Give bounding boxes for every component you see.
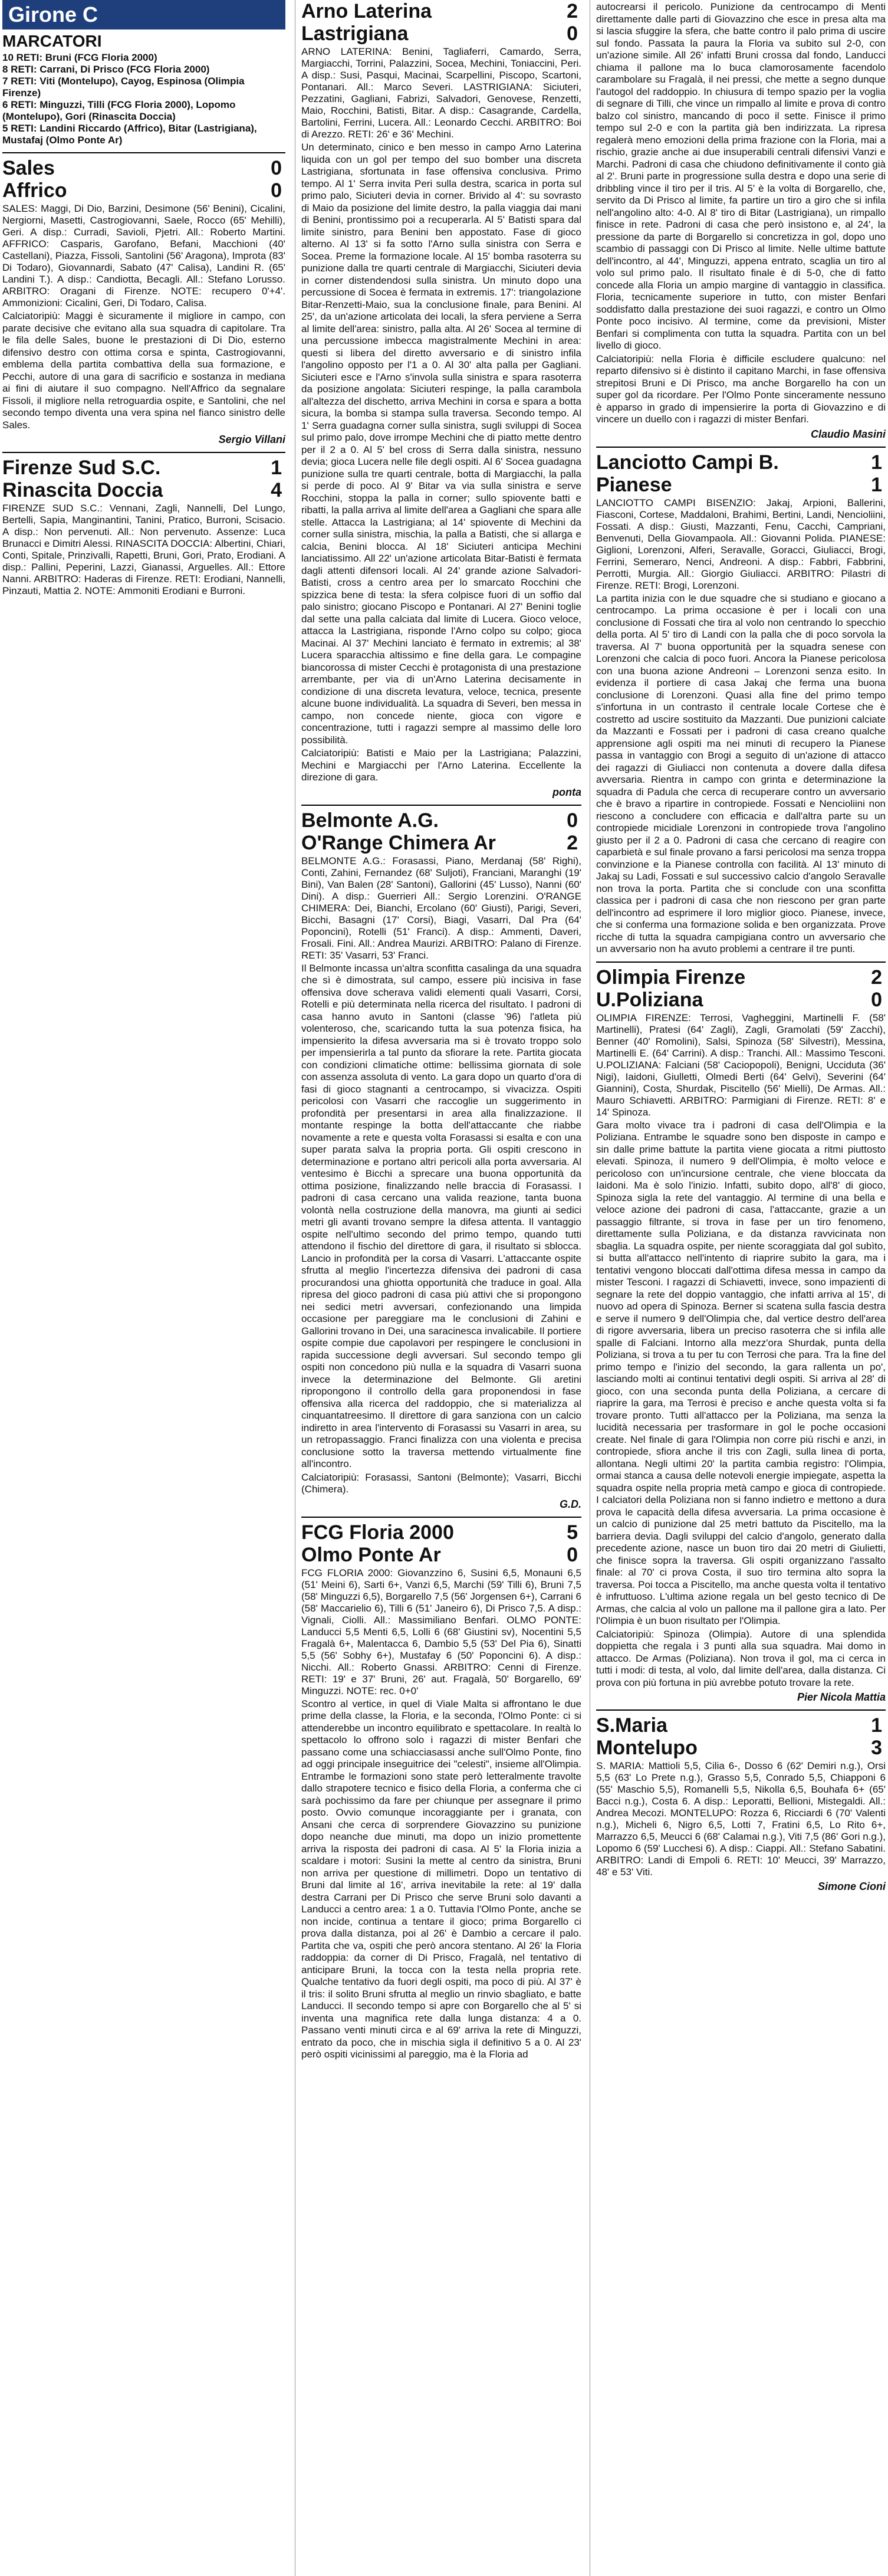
- group-banner: Girone C: [2, 0, 285, 29]
- home-score: 1: [871, 1714, 882, 1737]
- lineups: ARNO LATERINA: Benini, Tagliaferri, Camardo, Serra, Margiacchi, Torrini, Palazzini, Socea, Mechini, Toniaccini, Peri. A disp.: Susi, Pasqui, Macinai, Scarpellini, Piscopo, Scartoni, Pontanari. All.: Marco Severi. LASTRIGIANA: Siciuteri, Pezzatini, Gagliani, Fabrizi, Salvadori, Genovese, Renzetti, Maio, Rocchini, Batisti, Bitar. A disp.: Casagrande, Cardella, Bartolini, Ferrini, Lucera. All.: Leonardo Cecchi. ARBITRO: Boi di Arezzo. RETI: 26' e 36' Mechini.: [301, 46, 581, 140]
- byline: G.D.: [559, 1498, 581, 1510]
- match-arno-lastrigiana: [301, 0, 581, 799]
- away-team: Lastrigiana: [301, 22, 409, 45]
- away-team: Pianese: [596, 473, 672, 496]
- away-score: 4: [271, 479, 282, 501]
- byline: Claudio Masini: [810, 428, 886, 440]
- match-home-row: [301, 1521, 581, 1544]
- match-away-row: [2, 179, 285, 202]
- column-left: [0, 0, 292, 2576]
- lineups: LANCIOTTO CAMPI BISENZIO: Jakaj, Arpioni, Ballerini, Fiasconi, Cortese, Maddaloni, Brahimi, Bertini, Landi, Nencioliini, Fossati. A disp.: Giusti, Mazzanti, Fenu, Cacchi, Campriani, Benvenuti, Della Giovampaola. All.: Giovanni Polida. PIANESE: Giglioni, Lorenzoni, Alferi, Seravalle, Goracci, Giuliacci, Brogi, Ferrini, Semeraro, Nenci, Andreoni. A disp.: Fabbri, Fabbrini, Perrotti, Murgia. All.: Giorgio Giuliacci. ARBITRO: Pilastri di Firenze. RETI: Brogi, Lorenzoni.: [596, 497, 886, 591]
- away-score: 0: [567, 22, 578, 45]
- lineups: S. MARIA: Mattioli 5,5, Cilia 6-, Dosso 6 (62' Demiri n.g.), Orsi 5,5 (63' Lo Prete n.g.), Grasso 5,5, Conrado 5,5, Chiapponi 6 (55' Maschio 5,5), Romanelli 5,5, Nikolla 6,5, Bouhafa 6+ (65' Bacci n.g.), Costa 6. A disp.: Leporatti, Bellioni, Mistegaldi. All.: Andrea Mecozi. MONTELUPO: Rozza 6, Ricciardi 6 (70' Valenti n.g.), Micheli 6, Nigro 6,5, Lotti 7, Fratini 6,5, Lo Rito 6+, Marrazzo 6,5, Meucci 6 (68' Calamai n.g.), Viti 7,5 (86' Gori n.g.), Lopomo 6 (59' Lucchesi 6). A disp.: Ciappi. All.: Stefano Sabatini. ARBITRO: Landi di Empoli 6. RETI: 10' Meucci, 39' Marrazzo, 48' e 53' Viti.: [596, 1760, 886, 1878]
- home-team: Firenze Sud S.C.: [2, 457, 161, 479]
- byline: Simone Cioni: [817, 1881, 886, 1892]
- match-home-row: [596, 451, 886, 474]
- match-report: Scontro al vertice, in quel di Viale Malta si affrontano le due prime della classe, la Floria, e la seconda, l'Olmo Ponte: ci si attenderebbe un incontro equilibrato e spettacolare. In realtà lo spettacolo lo offrono solo i ragazzi di mister Benfari che passano come una schiacciasassi anche sull'Olmo Ponte, fino ad oggi principale inseguitrice dei "celesti", insieme all'Olimpia. Entrambe le formazioni sono state però letteralmente travolte dallo strapotere tecnico e fisico della Floria, a conferma che ci sarà pochissimo da fare per chiunque per assegnare il primo posto. Ovvio comunque incoraggiante per i granata, con Ansani che cerca di sorprendere Giovazzino su punizione dopo neanche due minuti, ma dopo un inizio promettente arriva la risposta dei padroni di casa. Al 5' la Floria inizia a scaldare i motori: Susini la mette al centro da sinistra, Bruni non arriva per questione di millimetri. Dopo un tentativo di Bruni dal limite al 16', arriva inevitabile la rete: al 19' dalla destra Carrani per Di Prisco che serve Bruni solo davanti a Landucci a centro area: 1 a 0. Tuttavia l'Olmo Ponte, anche se non incide, continua a tentare il gioco; prima Borgarello ci prova dalla distanza, poi al 26' è Dambio a cercare il palo. Partita che va, ospiti che però ancora stentano. Al 26' la Floria raddoppia: da corner di Di Prisco, Fragalà, nel tentativo di anticipare Bruni, la tocca con la testa nella propria rete. Qualche tentativo da fuori degli ospiti, ma poco di più. Al 37' è il tris: il solito Bruni sfrutta al meglio un rinvio sbagliato, e batte Landucci. Il secondo tempo si apre con Borgarello che al 5' si inventa una magnifica rete dalla lunga distanza: 4 a 0. Passano venti minuti circa e al 69' arriva la rete di Minguzzi, entrato da poco, che in mischia sigla il definitivo 5 a 0. Al 23' però ospiti vicinissimi al pareggio, ma è la Floria ad: [301, 1698, 581, 2060]
- match-floria-olmo: [301, 1521, 581, 2061]
- scorers-list: [2, 52, 285, 146]
- home-score: 5: [567, 1521, 578, 1544]
- scorer-line: 6 RETI: Minguzzi, Tilli (FCG Floria 2000), Lopomo (Montelupo), Gori (Rinascita Doccia): [2, 99, 236, 122]
- home-team: S.Maria: [596, 1714, 667, 1737]
- lineups: FCG FLORIA 2000: Giovanzzino 6, Susini 6,5, Monauni 6,5 (51' Meini 6), Sarti 6+, Vanzi 6,5, Marchi (59' Tilli 6), Bruni 7,5 (58' Minguzzi 6,5), Borgarello 7,5 (56' Jorgensen 6+), Carrani 6 (58' Maccarielio 6), Tilli 6 (51' Janeiro 6), Di Prisco 7,5. A disp.: Vignali, Ciolli. All.: Massimiliano Benfari. OLMO PONTE: Landucci 5,5 Menti 6,5, Lolli 6 (68' Giustini sv), Nocentini 5,5 Fragalà 6+, Malentacca 6, Dambio 5,5 (53' Del Pia 6), Sinatti 5,5 (56' Sobhy 6+), Mustafay 6 (50' Poponcini 6). A disp.: Nicchi. All.: Roberto Gnassi. ARBITRO: Cenni di Firenze. RETI: 19' e 37' Bruni, 26' aut. Fragalà, 50' Borgarello, 69' Minguzzi. NOTE: rec. 0+0': [301, 1567, 581, 1696]
- match-away-row: [596, 989, 886, 1011]
- away-score: 2: [567, 831, 578, 854]
- column-middle: [295, 0, 587, 2576]
- match-report-continued: autocrearsi il pericolo. Punizione da centrocampo di Menti direttamente dalle parti di Giovazzino che esce in presa alta ma si lascia sfuggire la sfera, che batte contro il palo prima di uscire sul fondo. Passata la paura la Floria va subito sul 2-0, con un'azione simile. All 26' infatti Bruni crossa dal fondo, Landucci chiama il pallone ma lo buca clamorosamente facendolo carambolare su Fragalà, il nei pressi, che mette a segno dunque l'autogol del raddoppio. In chiusura di tempo spazio per la voglia di segnare di Tilli, che vince un rimpallo al limite e prova di contro balzo col sinistro, mancando di poco il sette. Finisce il primo tempo sul 2-0 e con la partita già ben indirizzata. La ripresa regalerà meno emozioni della prima frazione con la Floria, mai a rischio, grazie anche ai due insuperabili centrali difensivi Vanzi e Marchi. Padroni di casa che chiudono definitivamente il conto già al 2'. Bruni parte in progressione sulla destra e dopo una serie di dribbling vince il tiro per il tris. Al 5' è la volta di Borgarello, che, servito da Di Prisco al limite, fa partire un tiro a giro che si infila nell'angolino alto: 4-0. Al 8' tiro di Bitar (Lastrigiana), un rimpallo finisce in rete. Padroni di casa che però insistono e, al 24', la pressione da parte di Borgarello si concretizza in gol, dopo uno scambio di passaggi con Di Prisco al limite. Nelle ultime battute dell'incontro, al 44', Minguzzi, appena entrato, scaglia un tiro al volo sul primo palo. Il risultato finale è di 5-0, che di fatto concede alla Floria un ampio margine di vantaggio in classifica. Floria, tecnicamente superiore in tutto, con mister Benfari soddisfatto dalla prestazione dei suoi ragazzi, e contro un Olmo Ponte poco incisivo. Al termine, come da previsioni, Mister Benfari si complimenta con tutta la squadra. Partita con un bel livello di gioco.: [596, 1, 886, 351]
- away-team: U.Poliziana: [596, 988, 703, 1011]
- away-team: O'Range Chimera Ar: [301, 831, 496, 854]
- byline: Sergio Villani: [218, 434, 285, 445]
- scorer-line: 8 RETI: Carrani, Di Prisco (FCG Floria 2000): [2, 64, 210, 75]
- match-away-row: [301, 832, 581, 854]
- divider: [2, 452, 285, 453]
- home-score: 0: [271, 157, 282, 179]
- home-score: 2: [871, 966, 882, 989]
- scorer-line: 5 RETI: Landini Riccardo (Affrico), Bitar (Lastrigiana), Mustafaj (Olmo Ponte Ar): [2, 123, 257, 146]
- divider: [596, 962, 886, 963]
- match-home-row: [2, 157, 285, 179]
- match-report: Gara molto vivace tra i padroni di casa dell'Olimpia e la Poliziana. Entrambe le squadre sono ben disposte in campo e sin dalle prime battute la partita viene giocata a ritmi piuttosto elevati. Spinoza, il numero 9 dell'Olimpia, è molto veloce e pericoloso con un'incursione centrale, che viene bloccata da Iaidoni. Ma è solo l'inizio. Infatti, subito dopo, all'8' di gioco, Spinoza sigla la rete del vantaggio. Al termine di una bella e veloce azione dei padroni di casa, l'attaccante, grazie a un passaggio filtrante, si trova in fase per un tiro fenomeno, direttamente sulla Poliziana, e da distanza ravvicinata non sbaglia. La squadra ospite, per niente scoraggiata dal gol subìto, si butta all'attacco nell'intento di riaprire subito la gara, ma i tentativi vengono bloccati dall'ottima difesa messa in campo da mister Tesconi. I ragazzi di Schiavetti, invece, sono impazienti di segnare la rete del doppio vantaggio, che infatti arriva al 15', di nuovo ad opera di Spinoza. Berner si scatena sulla fascia destra e serve il numero 9 dell'Olimpia che, dal vertice destro dell'area di rigore avversaria, libera un preciso rasoterra che si infila alle spalle di Falciani. Intorno alla mezz'ora Shurdak, punta della Poliziana, si trova a tu per tu con Terrosi che para. Tra la fine del primo tempo e l'inizio del secondo, la gara rallenta un po', lasciando molti ai continui tentativi degli ospiti. Si arriva al 28' di gioco, con una seconda punta della Poliziana, a cercare di riaprire la gara, ma Terrosi è preciso e anche questa volta si fa trovare pronto. Tutti all'attacco per la Poliziana, ma senza la lucidità necessaria per trasformare in gol le poche occasioni create. Nel finale di gara l'Olimpia non corre più rischi e anzi, in contropiede, sfiora anche il tris con Zagli, sulla linea di porta, allontana. Negli ultimi 20' la partita cambia registro: l'Olimpia, ormai stanca a causa delle notevoli energie impiegate, aspetta la squadra ospite nella propria metà campo e gioca di contropiede. I calciatori della Poliziana non si fanno indietro e mettono a dura prova le capacità della difesa avversaria. La prima occasione è un calcio di punizione dal 25 metri battuto da Piscitello, ma la barriera devia. Dagli sviluppi del calcio d'angolo, generato dalla precedente azione, nasce un buon tiro dai 20 metri di Giulietti, che finisce sopra la traversa. Gli ospiti organizzano l'assalto finale: al 70' ci prova Costa, il suo tiro termina alto sopra la traversa. Poi tocca a Piscitello, ma anche questa volta il tentativo è infruttuoso. L'ultima azione regala un bel gesto tecnico di De Armas, che calcia al volo un pallone ma il pallone gira a lato. Per l'Olimpia è un buon risultato per l'Olimpia.: [596, 1119, 886, 1626]
- away-score: 1: [871, 473, 882, 496]
- lineups: FIRENZE SUD S.C.: Vennani, Zagli, Nannelli, Del Lungo, Bertelli, Sapia, Manginantini, Tanini, Pratico, Burroni, Scisacio. A disp.: Non pervenuti. All.: Non pervenuto. Assenze: Luca Brunacci e Dimitri Alessi. RINASCITA DOCCIA: Albertini, Chiari, Conti, Spitale, Prinzivalli, Rapetti, Bruni, Gori, Prato, Erodiani. A disp.: Pallini, Peperini, Lazzi, Gianassi, Arguelles. All.: Ettore Nanni. ARBITRO: Haderas di Firenze. RETI: Erodiani, Nannelli, Pinzauti, Mattia 2. NOTE: Ammoniti Erodiani e Burroni.: [2, 503, 285, 596]
- home-score: 1: [271, 457, 282, 479]
- lineups: BELMONTE A.G.: Forasassi, Piano, Merdanaj (58' Righi), Conti, Zahini, Fernandez (68' Suljoti), Franciani, Maranghi (19' Bini), Van Balen (28' Santoni), Gallorini (45' Lusso), Nanni (60' Dini). A disp.: Guerrieri All.: Sergio Lorenzini. O'RANGE CHIMERA: Dei, Bianchi, Ercolano (60' Giusti), Parigi, Severi, Bicchi, Basagni (17' Corsi), Biagi, Vasarri, Dal Pra (64' Poponcini), Rotelli (51' Franci). A disp.: Ammenti, Daveri, Frosali. Fini. All.: Andrea Maurizi. ARBITRO: Palano di Firenze. RETI: 35' Vasarri, 53' Franci.: [301, 855, 581, 961]
- match-sales-affrico: [2, 157, 285, 446]
- match-smaria-montelupo: [596, 1714, 886, 1893]
- divider: [596, 447, 886, 448]
- match-report: Un determinato, cinico e ben messo in campo Arno Laterina liquida con un gol per tempo del suo bomber una discreta Lastrigiana, sfortunata in fase offensiva conclusiva. Primo tempo. Al 1' Serra invita Peri sulla destra, scarica in porta sul primo palo, Siciuteri devia in corner. Brivido al 4': su sovrasto di Maio da posizione del limite destro, la palla viaggia dai mani di Benini, prontissimo poi a recuperarla. Al 5' Batisti spara dal limite sinistro, para Benini ben appostato. Fase di gioco alterno. Al 13' si fa sotto l'Arno sulla sinistra con Serra e Socea. Preme la formazione locale. Al 15' bomba rasoterra su punizione dalla tre quarti centrale di Margiacchi, Siciuteri devia in corner distendendosi sulla sinistra. Un minuto dopo una percussione di Socea è fermata in extremis. 17': triangolazione Bitar-Renzetti-Maio, sua la conclusione finale, para Benini. Al 25', da un'azione articolata dei locali, la sfera perviene a Serra al limite dell'area: sinistro, palla alta. Al 26' Socea al termine di una percussione imbecca magistralmente Mechini in area: questi si libera del diretto avversario e di sinistro infila l'angolino opposto per l'1 a 0. Al 30' alta palla per Gagliani. Siciuteri esce e l'Arno s'invola sulla sinistra e spara rasoterra da posizione angolata: Siciuteri respinge, la palla carambola all'altezza del dischetto, arriva Mechini in corsa e spara a botta sicura, la bomba si stampa sulla traversa. Secondo tempo. Al 1' Serra guadagna corner sulla sinistra, sugli sviluppi di Socea sul primo palo, dove irrompe Mechini che di piatto mette dentro per il 2 a 0. Al 5' bel cross di Serra dalla sinistra, nessuno devia; gioca Lucera nelle file degli ospiti. Al 6' Socea guadagna punizione sulla tre quarti centrale, botta di Margiacchi, la palla si perde di poco. Al 9' Bitar va via sulla sinistra e serve Rocchini, stoppa la palla in corner; sullo spiovente batti e ribatti, la palla arriva al limite dell'area a Gagliani che spara alle stelle. Attacca la Lastrigiana; al 14' spiovente di Mechini da corner sulla sinistra, mischia, la palla a Batisti, che si allarga e calcia, Benini blocca. Al 18' Siciuteri anticipa Mechini lanciatissimo. All 22' un'azione articolata Bitar-Batisti è fermata dagli attenti difensori locali. Al 24' grande azione Salvadori-Batisti, cross a centro area per lo smarcato Rocchini che spizzica bene di testa: la sfera colpisce fuori di un soffio dal palo sinistro; giocano Piscopo e Pontanari. Al 27' Benini toglie dal sette una palla calciata dal limite di Lucera. Gioco veloce, attacca la Lastrigiana, risponde l'Arno colpo su colpo; gioca Macinai. Al 37' Mechini lanciato è fermato in extremis; al 38' Lucera sparacchia altissimo e fine della gara. Le compagine biancorossa di mister Cecchi è protagonista di una prestazione arrembante, per via di un'Arno Laterina decisamente in condizione di una discreta levatura, veloce, tecnica, presente alcune buone individualità. La squadra di Severi, ben messa in campo, non concede niente, gioca con vigore e concentrazione, tutti i ragazzi sempre al massimo delle loro possibilità.: [301, 142, 581, 746]
- match-away-row: [596, 1737, 886, 1759]
- away-team: Affrico: [2, 179, 67, 202]
- match-olimpia-poliziana: [596, 966, 886, 1704]
- home-team: Belmonte A.G.: [301, 809, 439, 832]
- divider: [596, 1709, 886, 1711]
- away-score: 0: [567, 1543, 578, 1566]
- home-team: Lanciotto Campi B.: [596, 451, 779, 474]
- match-home-row: [596, 966, 886, 989]
- players-of-match: Calciatoripiù: nella Floria è difficile escludere qualcuno: nel reparto difensivo si è distinto il capitano Marchi, in fase offensiva strepitosi Bruni e Di Prisco, ma anche Borgarello ha con un super gol da ricordare. Per l'Olmo Ponte sinceramente nessuno è apparso in grado di impensierire la porta di Giovazzino e di vincere un duello con i ragazzi di mister Benfari.: [596, 353, 886, 425]
- home-score: 1: [871, 451, 882, 474]
- home-team: Sales: [2, 157, 55, 179]
- scorer-line: 10 RETI: Bruni (FCG Floria 2000): [2, 52, 157, 63]
- divider: [301, 805, 581, 806]
- divider: [301, 1517, 581, 1518]
- match-belmonte-orange: [301, 809, 581, 1511]
- lineups: SALES: Maggi, Di Dio, Barzini, Desimone (56' Benini), Cicalini, Nergiorni, Masetti, Castrogiovanni, Saele, Rocco (65' Mehilli), Geri. A disp.: Curradi, Savioli, Pjetri. All.: Roberto Martini. AFFRICO: Casparis, Garofano, Befani, Macchioni (40' Castellani), Piazza, Fissoli, Santolini (56' Aragona), Improta (83' Di Todaro), Giovannardi, Sabato (47' Calisa), Landini R. (65' Landini T.). A disp.: Candiotta, Becagli. All.: Stefano Lorusso. ARBITRO: Oragani di Firenze. NOTE: recupero 0'+4'. Ammonizioni: Cicalini, Geri, Di Todaro, Calisa.: [2, 203, 285, 309]
- home-team: Olimpia Firenze: [596, 966, 746, 989]
- scorer-line: 7 RETI: Viti (Montelupo), Cayog, Espinosa (Olimpia Firenze): [2, 76, 245, 99]
- home-team: Arno Laterina: [301, 0, 432, 22]
- divider: [2, 152, 285, 153]
- home-team: FCG Floria 2000: [301, 1521, 454, 1544]
- match-report: Il Belmonte incassa un'altra sconfitta casalinga da una squadra che sì è dimostrata, sul campo, essere più incisiva in fase offensiva dove scherava validi elementi quali Vasarri, Corsi, Rotelli e più determinata nella ricerca del risultato. I padroni di casa hanno avuto in Santoni (classe '96) l'atleta più volenteroso, che, scaricando tutta la sua potenza fisica, ha impensierito la difesa avversaria ma si è trovato troppo solo per impensierirla a tal punto da sfiorare la rete. Partita giocata con condizioni climatiche ottime: bellissima giornata di sole con assenza assoluta di vento. La gara dopo un quarto d'ora di fasi di gioco stagnanti a centrocampo, si vivacizza. Ospiti pericolosi con Vasarri che raccoglie un suggerimento in profondità per presentarsi in area alla finalizzazione. Il montante respinge la botta dell'attaccante che riabbe novamente a rete e questa volta Forasassi si esalta e con una super parata salva la propria porta. Gli ospiti crescono in determinazione e portano altri pericoli alla porta avversaria. Al ventesimo è Bicchi a sprecare una buona opportunità da ottima posizione, finalizzando nelle braccia di Forasassi. I padroni di casa cercano una valida reazione, tanta buona volontà nella costruzione della manovra, ma giunti ai sedici metri gli avanti trovano sempre la difesa attenta. Il vantaggio ospite nell'ultimo secondo del primo tempo, quando tutti attendono il fischio del direttore di gara, il risultato si sblocca. Lancio in profondità per la corsa di Vasarri. L'attaccante ospite sfrutta al meglio l'incertezza difensiva dei padroni di casa procurandosi una ghiotta opportunità che traduce in goal. Alla ripresa del gioco padroni di casa più attivi che si propongono nei sedici metri avversari, confezionando una limpida occasione per pareggiare ma le conclusioni di Zahini e Gallorini trovano in Dei, una saracinesca invalicabile. Il portiere ospite compie due capolavori per respingere le conclusioni in rapida successione degli avversari. Sul secondo tempo gli ospiti non concedono più nulla e la squadra di Vasarri suona invece la determinazione del Belmonte. Gli aretini ripropongono il controllo della gara proponendosi in fase offensiva alla ricerca del raddoppio, che si materializza al cinquantatreesimo. Il direttore di gara sanziona con un calcio indiretto in area l'intervento di Forasassi su Vasarri in area, su un retropassaggio. Franci finalizza con una violenta e precisa conclusione sotto la traversa mettendo virtualmente fine all'incontro.: [301, 962, 581, 1469]
- match-away-row: [596, 474, 886, 496]
- match-report: Calciatoripiù: Maggi è sicuramente il migliore in campo, con parate decisive che evitano alla sua squadra di capitolare. Tra le fila delle Sales, buone le prestazioni di Di Dio, esterno difensivo destro con ottima corsa e spinta, Castrogiovanni, emblema della partita combattiva della sua formazione, e Pecchi, autore di una gara di sacrificio e sostanza in mediana ai fini di aiutare il suo compagno. Nell'Affrico da segnalare Fissoli, il migliore nella retroguardia ospite, e Santolini, che nel secondo tempo diventa una vera spina nel fianco sinistro delle Sales.: [2, 310, 285, 431]
- match-away-row: [301, 22, 581, 45]
- byline: Pier Nicola Mattia: [797, 1691, 886, 1703]
- match-firenzesud-doccia: [2, 457, 285, 597]
- away-score: 0: [271, 179, 282, 202]
- match-home-row: [596, 1714, 886, 1737]
- byline: ponta: [552, 786, 581, 798]
- away-team: Olmo Ponte Ar: [301, 1543, 441, 1566]
- scorers-title: MARCATORI: [2, 32, 102, 50]
- lineups: OLIMPIA FIRENZE: Terrosi, Vagheggini, Martinelli F. (58' Martinelli), Pratesi (64' Zagli), Zagli, Gramolati (59' Zacchi), Benner (40' Romolini), Salsi, Spinoza (58' Silvestri), Messina, Martinelli E. (64' Carrini). A disp.: Tranchi. All.: Massimo Tesconi. U.POLIZIANA: Falciani (58' Caciopopoli), Benigni, Ucciduta (36' Nigi), Iaidoni, Giulletti, Olmedi Berti (64' Gelvi), Severini (64' Giannini), Costa, Shurdak, Piscitello (56' Mielli), De Armas. All.: Mauro Schiavetti. ARBITRO: Parmigiani di Firenze. RETI: 8' e 14' Spinoza.: [596, 1012, 886, 1118]
- away-team: Rinascita Doccia: [2, 479, 163, 501]
- match-lanciotto-pianese: [596, 451, 886, 956]
- home-score: 2: [567, 0, 578, 22]
- away-score: 3: [871, 1737, 882, 1759]
- match-home-row: [301, 0, 581, 22]
- match-home-row: [2, 457, 285, 479]
- column-right: [590, 0, 888, 2576]
- away-team: Montelupo: [596, 1737, 698, 1759]
- players-of-match: Calciatoripiù: Batisti e Maio per la Lastrigiana; Palazzini, Mechini e Margiacchi per l'Arno Laterina. Eccellente la direzione di gara.: [301, 747, 581, 783]
- match-report: La partita inizia con le due squadre che si studiano e giocano a centrocampo. La prima occasione è per i locali con una conclusione di Fossati che tira al volo non centrando lo specchio della porta. Al 5' tiro di Landi con la palla che di poco sorvola la traversa. Al 7' buona opportunità per la squadra senese con Lorenzoni che calcia di poco fuori. Ancora la Pianese pericolosa con una buona azione Andreoni – Lorenzoni senza esito. In evidenza il portiere di casa Jakaj che ferma una buona conclusione di Lorenzoni. Quasi alla fine del primo tempo s'infortuna in un contrasto il centrale locale Cortese che è costretto ad uscire sostituito da Mazzanti. Due punizioni calciate da Mazzanti e Fossati per i padroni di casa creano qualche apprensione agli ospiti ma nei minuti di recupero la Pianese passa in vantaggio con Brogi a seguito di un'azione di attacco dei ragazzi di Giuliacci non contenuta a dovere dalla difesa avversaria. Rientra in campo con grinta e determinazione la squadra di Padula che cerca di recuperare contro un avversario che è bravo a ripartire in contropiede. Fossati e Nencioliini non riescono a concludere con efficacia e dall'altra parte su un contropiede micidiale Lorenzoni in contropiede trova l'angolino giusto per il 2 a 0. Padroni di casa che cercano di reagire con caparbietà e sul finale provano a farsi pericolosi ma senza troppa convinzione e la Pianese controlla con facilità. Al 13' minuto di Jakaj su Ladi, Fossati e sul successivo calcio d'angolo Seravalle non trova la porta. Partita che si conclude con una sconfitta classica per i padroni di casa che non riescono per gran parte dell'incontro ad esprimere il loro miglior gioco. Pianese, invece, che si conferma una formazione solida e ben organizzata. Prove ricche di tutta la squadra campigiana contro un avversario che un avversario non ha avuto problemi a centrare il tre punti.: [596, 592, 886, 954]
- match-away-row: [301, 1544, 581, 1566]
- home-score: 0: [567, 809, 578, 832]
- match-away-row: [2, 479, 285, 501]
- match-home-row: [301, 809, 581, 832]
- players-of-match: Calciatoripiù: Spinoza (Olimpia). Autore di una splendida doppietta che regala i 3 punti alla sua squadra. Mai domo in attacco. De Armas (Poliziana). Non trova il gol, ma ci cerca in tutti i modi: di testa, al volo, dal limite dell'area, dalla distanza. Ci prova con più fortuna in più avrebbe potuto trovare la rete.: [596, 1628, 886, 1688]
- players-of-match: Calciatoripiù: Forasassi, Santoni (Belmonte); Vasarri, Bicchi (Chimera).: [301, 1471, 581, 1495]
- away-score: 0: [871, 988, 882, 1011]
